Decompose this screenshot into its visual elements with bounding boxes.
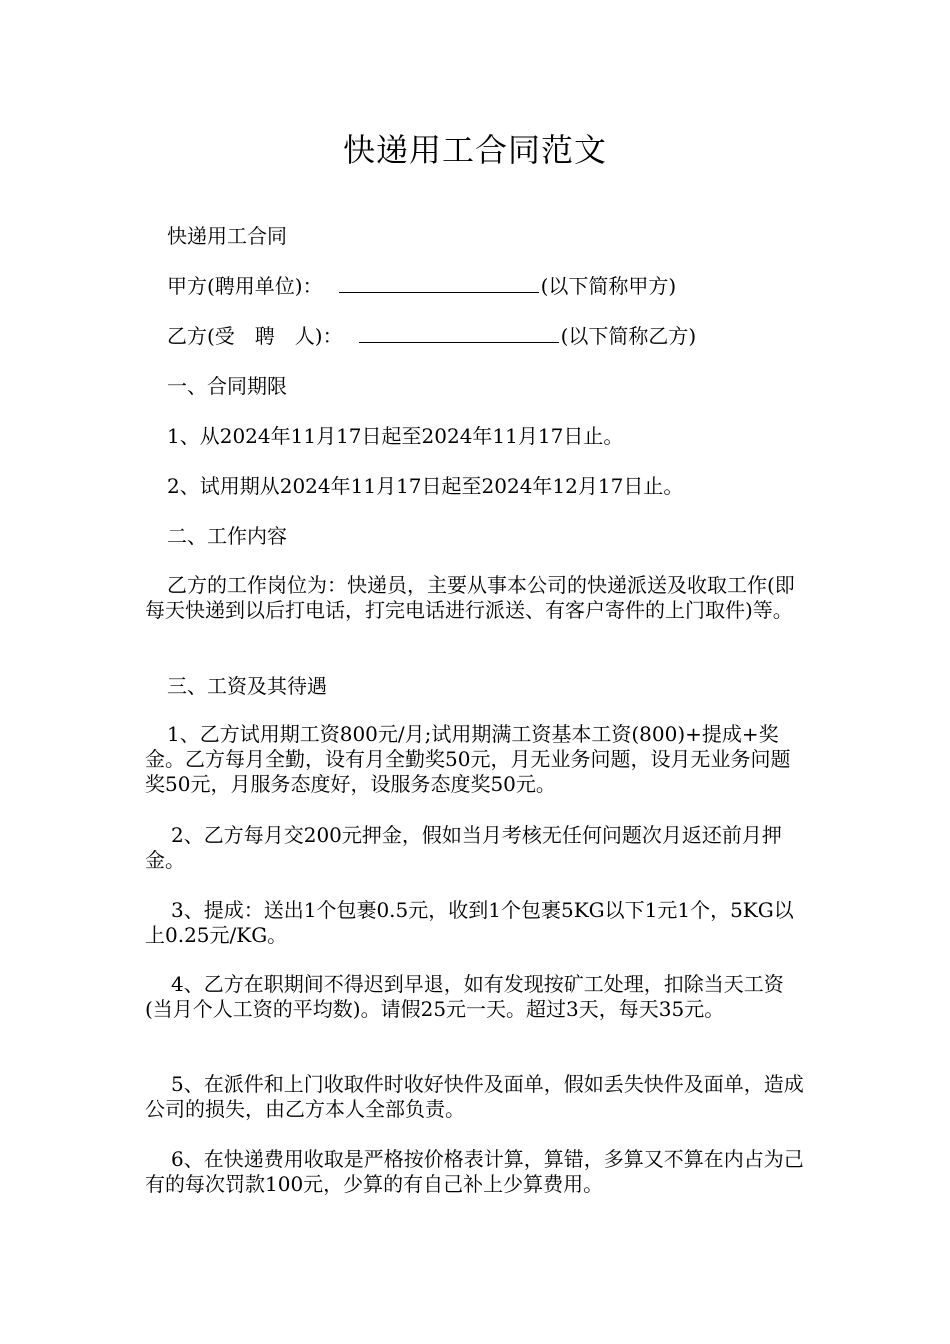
contract-subtitle: 快递用工合同 (167, 224, 287, 248)
section-3-heading: 三、工资及其待遇 (167, 674, 327, 698)
party-b-label: 乙方(受 聘 人)： (167, 324, 343, 348)
section-1-item-1: 1、从2024年11月17日起至2024年11月17日止。 (167, 424, 624, 448)
section-1-heading: 一、合同期限 (167, 374, 287, 398)
section-3-item-2: 2、乙方每月交200元押金，假如当月考核无任何问题次月返还前月押金。 (145, 823, 782, 872)
party-b-blank (359, 324, 559, 343)
party-b-suffix: (以下简称乙方) (560, 324, 697, 348)
section-2-body: 乙方的工作岗位为：快递员，主要从事本公司的快递派送及收取工作(即每天快递到以后打电话，打完电话进行派送、有客户寄件的上门取件)等。 (145, 573, 795, 622)
section-3-item-6: 6、在快递费用收取是严格按价格表计算，算错，多算又不算在内占为己有的每次罚款100元，少算的有自己补上少算费用。 (145, 1147, 804, 1196)
section-3-item-4: 4、乙方在职期间不得迟到早退，如有发现按矿工处理，扣除当天工资(当月个人工资的平均数)。请假25元一天。超过3天，每天35元。 (145, 972, 784, 1021)
party-a-blank (339, 274, 539, 293)
section-2-heading: 二、工作内容 (167, 524, 287, 548)
party-a-line (167, 274, 676, 299)
party-a-suffix: (以下简称甲方) (540, 274, 677, 298)
section-3-item-1: 1、乙方试用期工资800元/月;试用期满工资基本工资(800)+提成+奖金。乙方每月全勤，设有月全勤奖50元，月无业务问题，设月无业务问题奖50元，月服务态度好，设服务态度奖50元。 (145, 722, 791, 796)
section-3-item-5: 5、在派件和上门收取件时收好快件及面单，假如丢失快件及面单，造成公司的损失，由乙方本人全部负责。 (145, 1072, 804, 1121)
party-b-line (167, 324, 696, 349)
section-3-item-3: 3、提成：送出1个包裹0.5元，收到1个包裹5KG以下1元1个，5KG以上0.25元/KG。 (145, 898, 794, 947)
section-1-item-2: 2、试用期从2024年11月17日起至2024年12月17日止。 (167, 474, 684, 498)
document-title: 快递用工合同范文 (342, 131, 607, 169)
party-a-label: 甲方(聘用单位)： (167, 274, 323, 298)
